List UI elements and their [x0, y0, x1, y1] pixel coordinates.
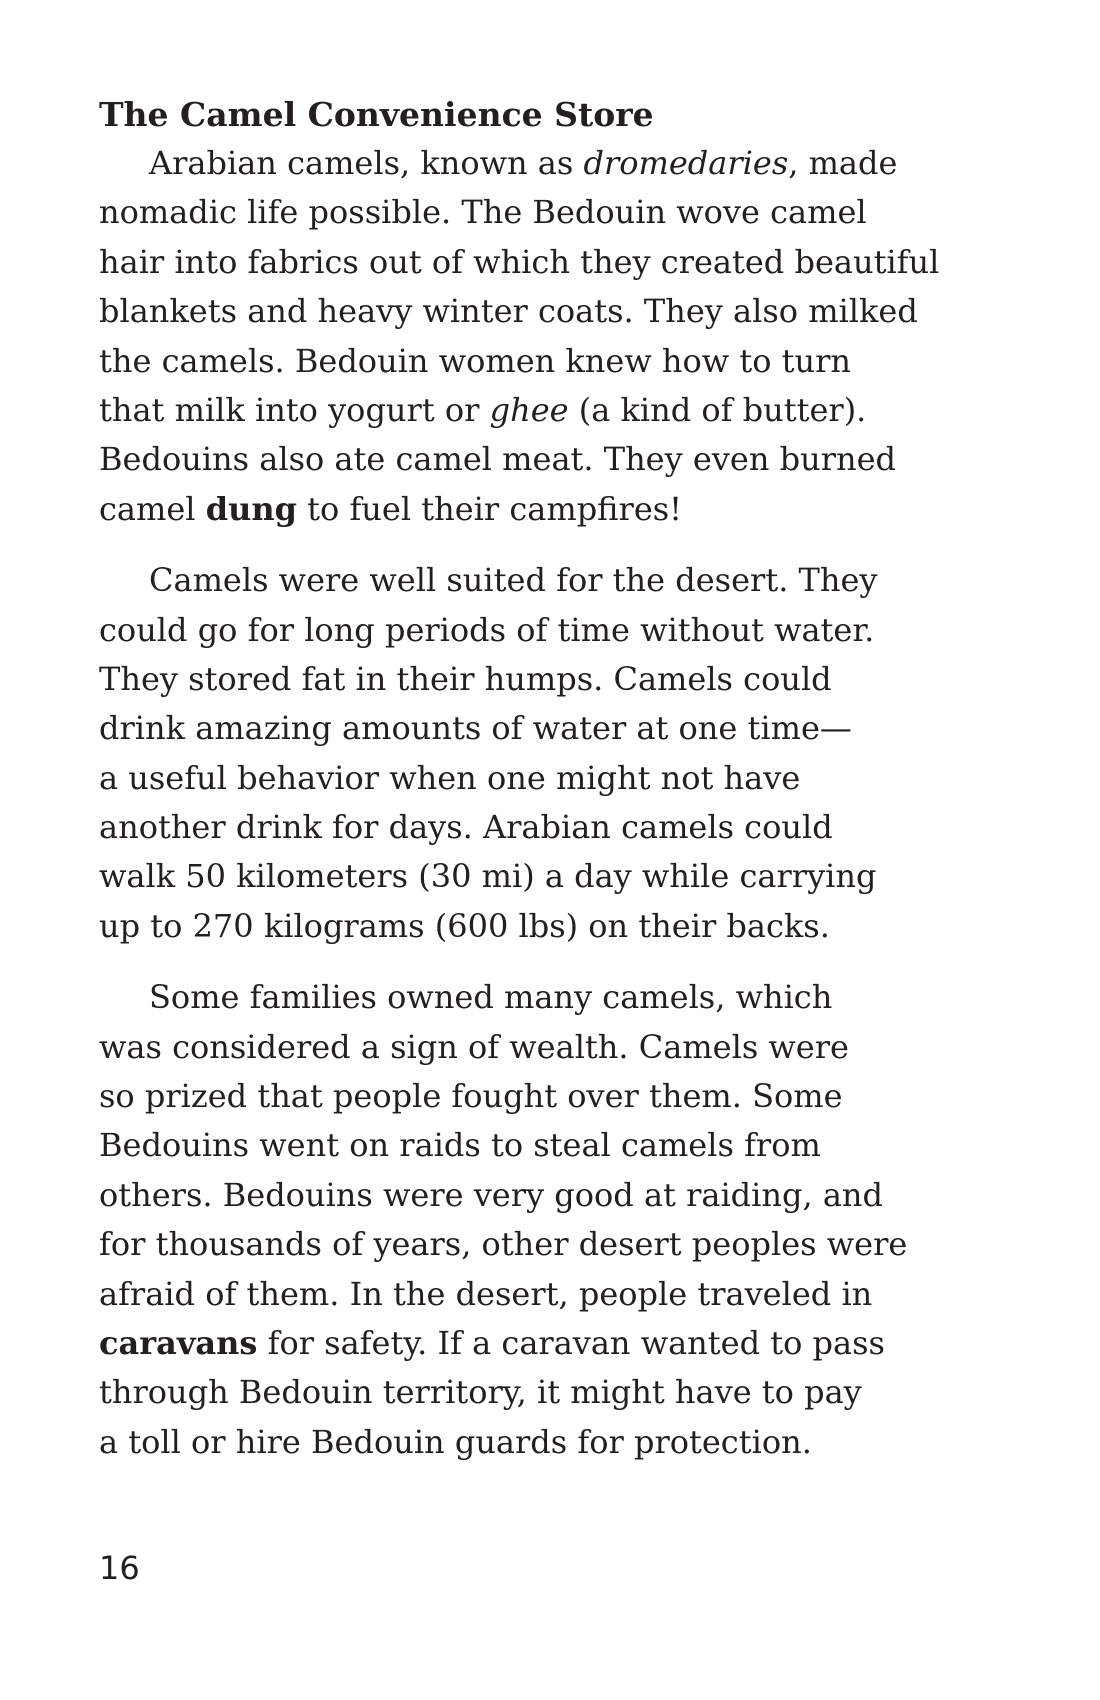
text-line — [99, 1171, 979, 1220]
glossary-term: dung — [205, 489, 297, 528]
text-line — [99, 287, 979, 336]
text-segment: (a kind of butter). — [568, 390, 867, 429]
text-segment: Arabian camels, known as — [149, 144, 584, 182]
text-segment: hair into fabrics out of which they created beautiful — [99, 242, 940, 281]
italic-term: dromedaries — [583, 144, 789, 182]
glossary-term: caravans — [99, 1323, 258, 1362]
text-line — [99, 337, 979, 386]
text-segment: was considered a sign of wealth. Camels were — [99, 1027, 849, 1066]
page-number: 16 — [99, 1549, 140, 1587]
body-text — [99, 139, 979, 1467]
text-line — [99, 1121, 979, 1170]
text-segment: that milk into yogurt or — [99, 390, 490, 429]
italic-term: ghee — [489, 390, 569, 429]
text-line — [99, 435, 979, 484]
text-segment: walk 50 kilometers (30 mi) a day while carrying — [99, 857, 877, 896]
paragraph-3 — [99, 973, 979, 1467]
text-line — [99, 704, 979, 753]
text-line — [99, 973, 979, 1022]
text-segment: to fuel their campfires! — [296, 489, 683, 528]
text-segment: drink amazing amounts of water at one time— — [99, 709, 852, 748]
text-segment: others. Bedouins were very good at raiding, and — [99, 1175, 883, 1214]
text-segment: so prized that people fought over them. Some — [99, 1077, 843, 1116]
text-segment: blankets and heavy winter coats. They also milked — [99, 292, 918, 331]
text-line — [99, 1418, 979, 1467]
text-line — [99, 1319, 979, 1368]
text-line — [99, 1072, 979, 1121]
text-segment: Bedouins went on raids to steal camels from — [99, 1126, 821, 1165]
text-segment: another drink for days. Arabian camels could — [99, 808, 833, 847]
text-segment: through Bedouin territory, it might have to pay — [99, 1373, 862, 1412]
text-line — [99, 1023, 979, 1072]
text-line — [99, 139, 979, 188]
text-segment: for safety. If a caravan wanted to pass — [257, 1323, 885, 1362]
text-line — [99, 606, 979, 655]
text-segment: nomadic life possible. The Bedouin wove camel — [99, 193, 867, 232]
text-segment: They stored fat in their humps. Camels could — [99, 659, 832, 698]
text-line — [99, 386, 979, 435]
text-line — [99, 852, 979, 901]
text-line — [99, 238, 979, 287]
text-segment: up to 270 kilograms (600 lbs) on their backs. — [99, 906, 830, 945]
text-segment: the camels. Bedouin women knew how to turn — [99, 341, 852, 380]
text-line — [99, 803, 979, 852]
paragraph-2 — [99, 556, 979, 951]
text-segment: could go for long periods of time without water. — [99, 610, 875, 649]
text-segment: for thousands of years, other desert peoples were — [99, 1225, 908, 1264]
paragraph-1 — [99, 139, 979, 534]
text-segment: , made — [788, 144, 898, 182]
text-line — [99, 902, 979, 951]
text-segment: camel — [99, 489, 206, 528]
text-line — [99, 188, 979, 237]
text-segment: Some families owned many camels, which — [149, 978, 833, 1017]
text-segment: a toll or hire Bedouin guards for protection. — [99, 1422, 812, 1461]
text-line — [99, 556, 979, 605]
text-line — [99, 1270, 979, 1319]
text-segment: Camels were well suited for the desert. They — [149, 561, 878, 600]
section-heading: The Camel Convenience Store — [99, 95, 654, 134]
text-line — [99, 485, 979, 534]
text-line — [99, 1220, 979, 1269]
text-segment: afraid of them. In the desert, people traveled in — [99, 1274, 873, 1313]
text-segment: Bedouins also ate camel meat. They even burned — [99, 440, 897, 479]
page-content — [99, 90, 979, 1467]
text-line — [99, 655, 979, 704]
text-line — [99, 754, 979, 803]
text-line — [99, 1368, 979, 1417]
text-segment: a useful behavior when one might not have — [99, 758, 801, 797]
